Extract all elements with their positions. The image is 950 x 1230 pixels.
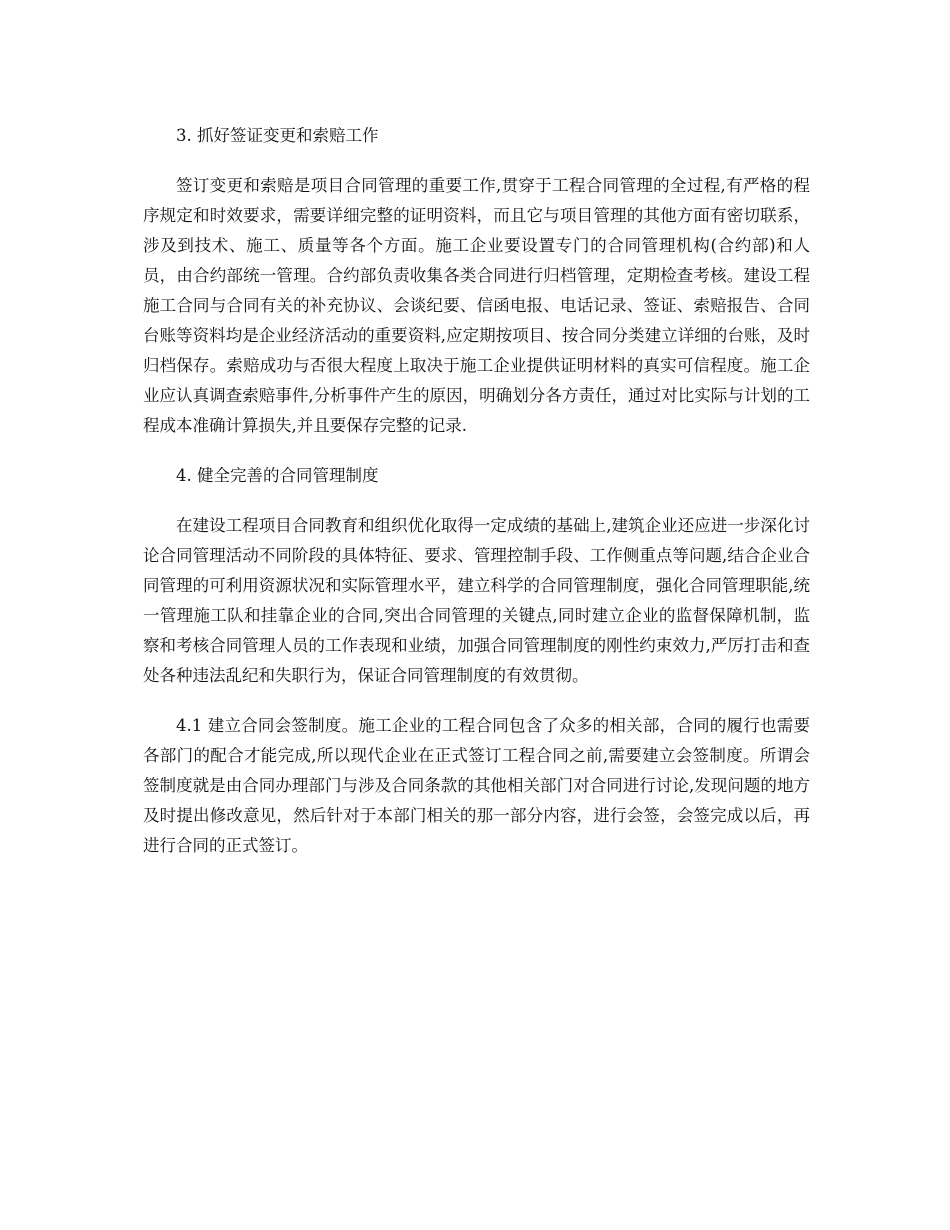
section-paragraph-4: 在建设工程项目合同教育和组织优化取得一定成绩的基础上,建筑企业还应进一步深化讨论合同管理活动不同阶段的具体特征、要求、管理控制手段、工作侧重点等问题,结合企业合同管理的可利用资源状况和实际管理水平，建立科学的合同管理制度，强化合同管理职能,统一管理施工队和挂靠企业的合同,突出合同管理的关键点,同时建立企业的监督保障机制，监察和考核合同管理人员的工作表现和业绩，加强合同管理制度的刚性约束效力,严厉打击和查处各种违法乱纪和失职行为，保证合同管理制度的有效贯彻。	[143, 516, 810, 685]
section-paragraph-4-1: 4.1 建立合同会签制度。施工企业的工程合同包含了众多的相关部，合同的履行也需要各部门的配合才能完成,所以现代企业在正式签订工程合同之前,需要建立会签制度。所谓会签制度就是由合同办理部门与涉及合同条款的其他相关部门对合同进行讨论,发现问题的地方及时提出修改意见，然后针对于本部门相关的那一部分内容，进行会签，会签完成以后，再进行合同的正式签订。	[143, 716, 810, 855]
section-heading-4: 4. 健全完善的合同管理制度	[176, 466, 379, 485]
section-heading-3: 3. 抓好签证变更和索赔工作	[176, 126, 379, 145]
document-body	[143, 121, 810, 881]
section-paragraph-3: 签订变更和索赔是项目合同管理的重要工作,贯穿于工程合同管理的全过程,有严格的程序规定和时效要求，需要详细完整的证明资料，而且它与项目管理的其他方面有密切联系，涉及到技术、施工、质量等各个方面。施工企业要设置专门的合同管理机构(合约部)和人员，由合约部统一管理。合约部负责收集各类合同进行归档管理，定期检查考核。建设工程施工合同与合同有关的补充协议、会谈纪要、信函电报、电话记录、签证、索赔报告、合同台账等资料均是企业经济活动的重要资料,应定期按项目、按合同分类建立详细的台账，及时归档保存。索赔成功与否很大程度上取决于施工企业提供证明材料的真实可信程度。施工企业应认真调查索赔事件,分析事件产生的原因，明确划分各方责任，通过对比实际与计划的工程成本准确计算损失,并且要保存完整的记录.	[143, 176, 810, 435]
